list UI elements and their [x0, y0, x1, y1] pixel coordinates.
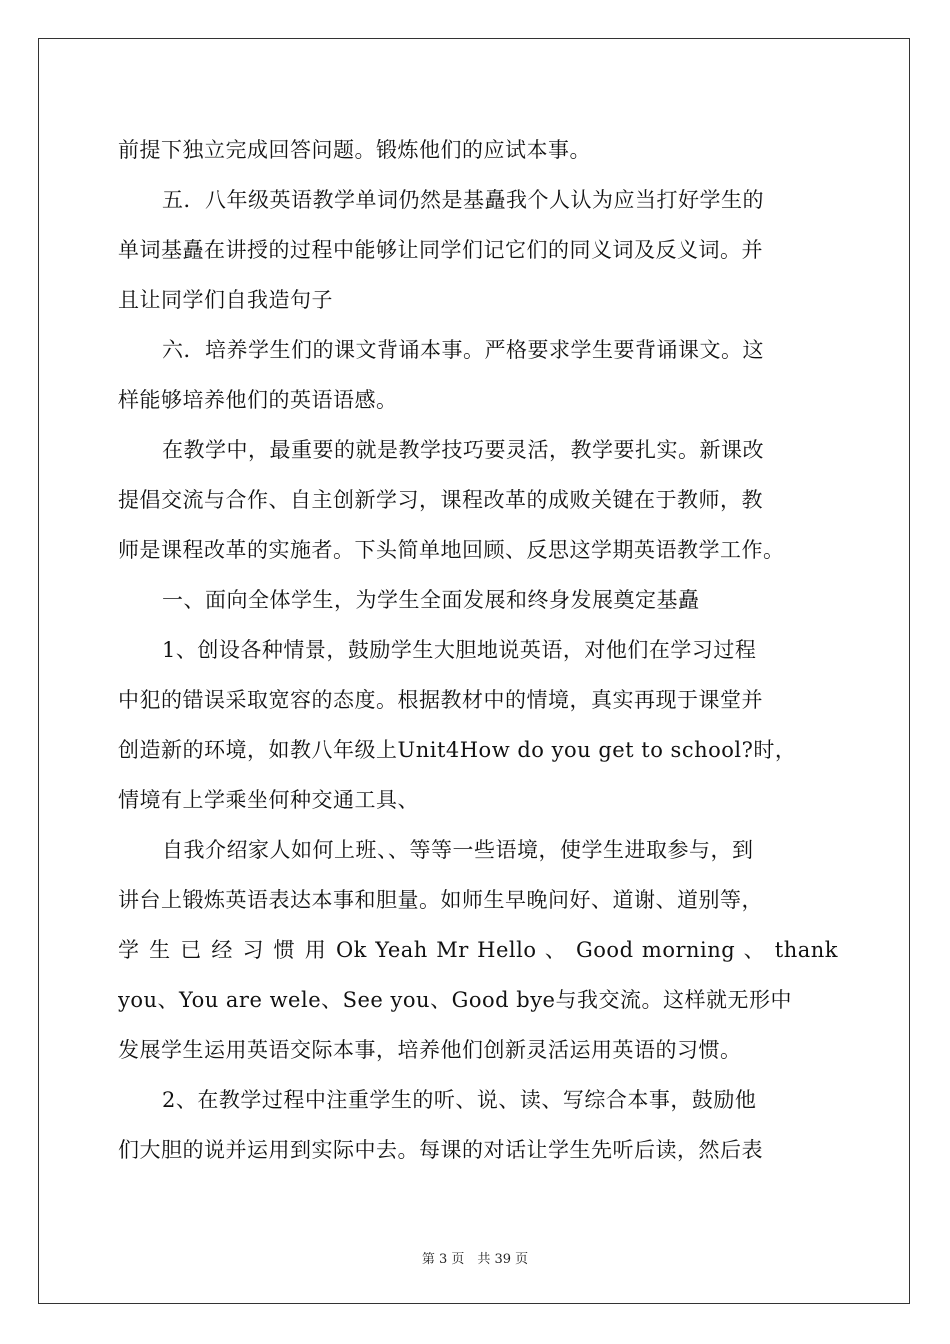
text-line: 情境有上学乘坐何种交通工具、	[118, 788, 419, 812]
text-line: 且让同学们自我造句子	[118, 288, 333, 312]
text-line: 自我介绍家人如何上班、、等等一些语境，使学生进取参与，到	[162, 838, 754, 862]
text-line: 学 生 已 经 习 惯 用 Ok Yeah Mr Hello 、 Good morning 、 thank	[118, 938, 838, 962]
text-line: 单词基矗在讲授的过程中能够让同学们记它们的同义词及反义词。并	[118, 238, 763, 262]
text-line: 样能够培养他们的英语语感。	[118, 388, 398, 412]
text-line: you、You are wele、See you、Good bye与我交流。这样就无形中	[118, 988, 792, 1012]
text-line: 提倡交流与合作、自主创新学习，课程改革的成败关键在于教师，教	[118, 488, 763, 512]
text-line: 师是课程改革的实施者。下头简单地回顾、反思这学期英语教学工作。	[118, 538, 785, 562]
text-line: 创造新的环境，如教八年级上Unit4How do you get to school?时，	[118, 738, 797, 762]
text-line: 一、面向全体学生，为学生全面发展和终身发展奠定基矗	[162, 588, 700, 612]
text-line: 五．八年级英语教学单词仍然是基矗我个人认为应当打好学生的	[162, 188, 764, 212]
text-line: 们大胆的说并运用到实际中去。每课的对话让学生先听后读，然后表	[118, 1138, 763, 1162]
text-line: 1、创设各种情景，鼓励学生大胆地说英语，对他们在学习过程	[162, 638, 757, 662]
text-line: 发展学生运用英语交际本事，培养他们创新灵活运用英语的习惯。	[118, 1038, 742, 1062]
text-line: 在教学中，最重要的就是教学技巧要灵活，教学要扎实。新课改	[162, 438, 764, 462]
document-body	[118, 125, 838, 1175]
text-line: 六．培养学生们的课文背诵本事。严格要求学生要背诵课文。这	[162, 338, 764, 362]
page-footer: 第 3 页 共 39 页	[421, 1252, 529, 1267]
text-line: 中犯的错误采取宽容的态度。根据教材中的情境，真实再现于课堂并	[118, 688, 763, 712]
text-line: 讲台上锻炼英语表达本事和胆量。如师生早晚问好、道谢、道别等，	[118, 888, 763, 912]
text-line: 前提下独立完成回答问题。锻炼他们的应试本事。	[118, 138, 591, 162]
text-line: 2、在教学过程中注重学生的听、说、读、写综合本事，鼓励他	[162, 1088, 757, 1112]
